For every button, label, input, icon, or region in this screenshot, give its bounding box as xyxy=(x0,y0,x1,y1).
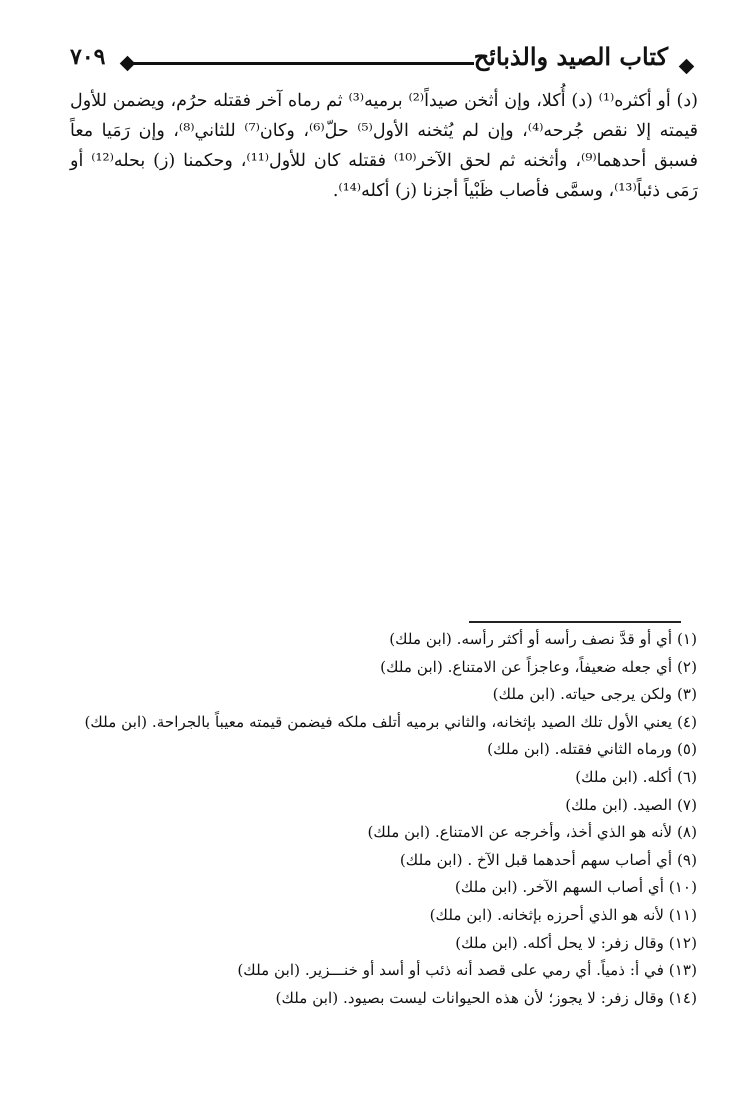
footnotes xyxy=(60,626,697,1012)
footnote: (٧) الصيد. (ابن ملك) xyxy=(565,795,697,814)
diamond-ornament-icon xyxy=(679,59,695,75)
page-number: ٧٠٩ xyxy=(70,44,106,70)
footnote: (٩) أي أصاب سهم أحدهما قبل الآخ . (ابن ملك) xyxy=(399,850,697,869)
running-header xyxy=(70,40,696,84)
footnote: (٦) أكله. (ابن ملك) xyxy=(575,767,697,786)
footnote: (٨) لأنه هو الذي أخذ، وأخرجه عن الامتناع. (ابن ملك) xyxy=(367,823,697,842)
footnote: (٢) أي جعله ضعيفاً، وعاجزاً عن الامتناع. (ابن ملك) xyxy=(380,657,697,676)
footnote-separator xyxy=(469,621,681,623)
footnote: (٣) ولكن يرجى حياته. (ابن ملك) xyxy=(492,685,697,704)
main-text: (د) أو أكثره⁽¹⁾ (د) أُكلا، وإن أثخن صيداً⁽²⁾ برميه⁽³⁾ ثم رماه آخر فقتله حرُم، ويضمن للأول قيمته إلا نقص جُرحه⁽⁴⁾، وإن لم يُثخنه الأول⁽⁵⁾ حلّ⁽⁶⁾، وكان⁽⁷⁾ للثاني⁽⁸⁾، وإن رَمَيا معاً فسبق أحدهما⁽⁹⁾، وأثخنه ثم لحق الآخر⁽¹⁰⁾ فقتله كان للأول⁽¹¹⁾، وحكمنا (ز) بحله⁽¹²⁾ أو رَمَى ذئباً⁽¹³⁾، وسمَّى فأصاب ظَبْياً أجزنا (ز) أكله⁽¹⁴⁾. xyxy=(70,91,699,201)
chapter-title: كتاب الصيد والذبائح xyxy=(473,42,668,71)
footnote: (١٢) وقال زفر: لا يحل أكله. (ابن ملك) xyxy=(455,933,697,952)
footnote: (١٠) أي أصاب السهم الآخر. (ابن ملك) xyxy=(454,878,697,897)
footnote: (١٤) وقال زفر: لا يجوز؛ لأن هذه الحيوانات ليست بصيود. (ابن ملك) xyxy=(275,988,697,1007)
diamond-ornament-icon xyxy=(120,56,136,72)
footnote: (١١) لأنه هو الذي أحرزه بإثخانه. (ابن ملك) xyxy=(429,905,697,924)
footnote: (١) أي أو قدَّ نصف رأسه أو أكثر رأسه. (ابن ملك) xyxy=(389,630,697,648)
footnote: (١٣) في أ: ذمياً. أي رمي على قصد أنه ذئب أو أسد أو خنـــزير. (ابن ملك) xyxy=(237,961,697,980)
footnote: (٥) ورماه الثاني فقتله. (ابن ملك) xyxy=(487,740,697,759)
header-rule xyxy=(132,62,474,65)
footnote: (٤) يعني الأول تلك الصيد بإثخانه، والثاني برميه أتلف ملكه فيضمن قيمته معيباً بالجراحة. (ابن ملك) xyxy=(84,712,697,731)
